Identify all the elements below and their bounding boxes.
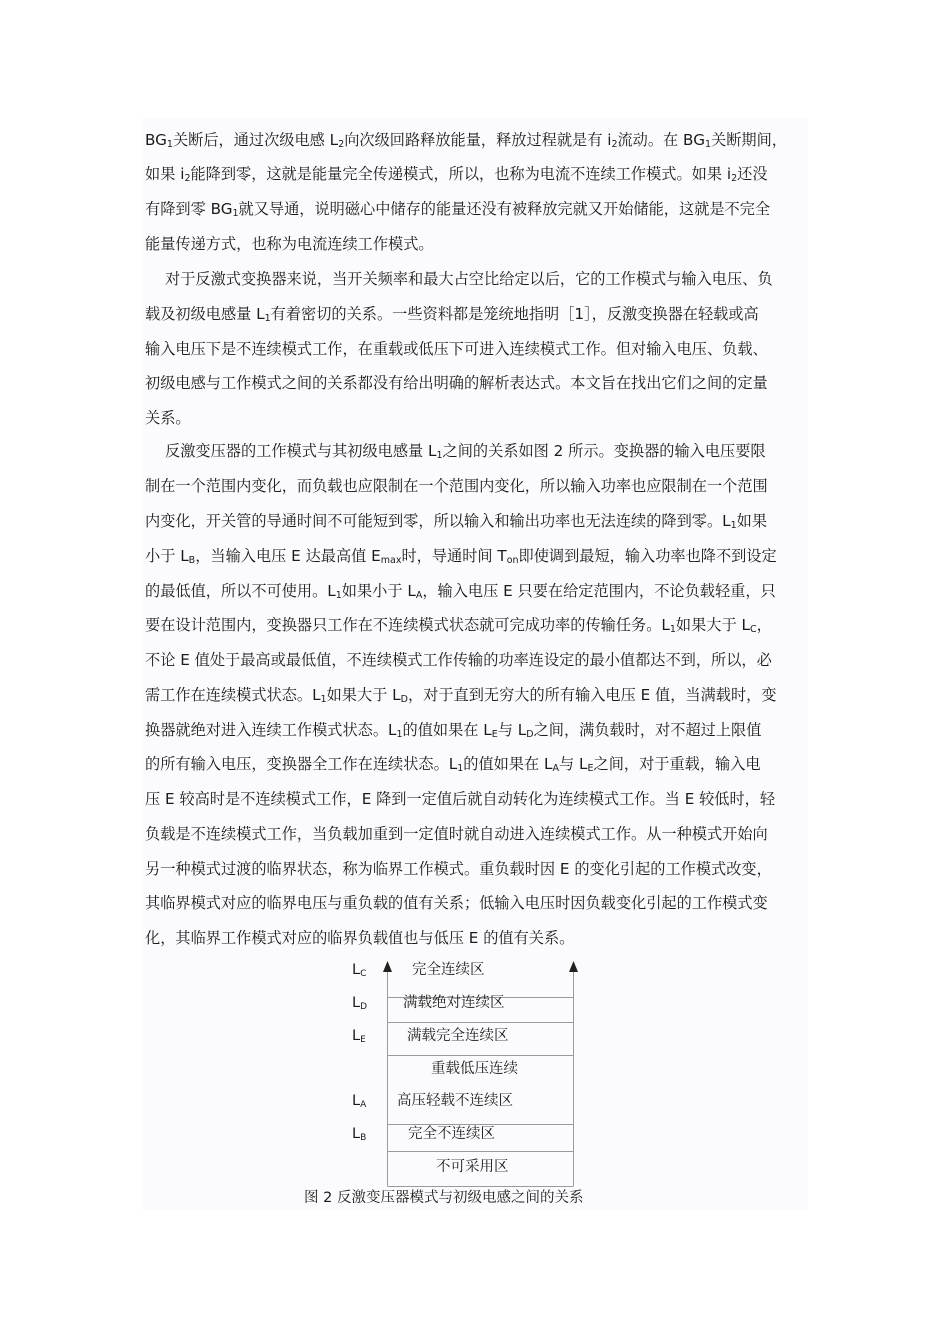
text-line: 如果 $i_2$能降到零，这就是能量完全传递模式，所以，也称为电流不连续工作模式。如果 $i_2$还没 [145, 165, 768, 184]
text-line: 不论 E 值处于最高或最低值，不连续模式工作传输的功率连设定的最小值都达不到，所以，必 [145, 651, 772, 669]
axis-label-le: $L_E$ [352, 1028, 366, 1045]
axis-label-lc: $L_C$ [352, 962, 367, 979]
text-line: 反激变压器的工作模式与其初级电感量 $L_1$之间的关系如图 2 所示。变换器的输入电压要限 [165, 442, 766, 461]
text-line: 另一种模式过渡的临界状态，称为临界工作模式。重负载时因 E 的变化引起的工作模式改变， [145, 860, 772, 878]
text-line: 小于 $L_B$，当输入电压 E 达最高值 $E_{max}$时，导通时间 $T_{on}$即使调到最短，输入功率也降不到设定 [145, 547, 777, 566]
text-line: 有降到零 $BG_1$就又导通，说明磁心中储存的能量还没有被释放完就又开始储能，这就是不完全 [145, 200, 771, 219]
text-line: 载及初级电感量 $L_1$有着密切的关系。一些资料都是笼统地指明［1］，反激变换器在轻载或高 [145, 305, 759, 324]
text-line: 对于反激式变换器来说，当开关频率和最大占空比给定以后，它的工作模式与输入电压、负 [165, 270, 773, 288]
region-label: 高压轻载不连续区 [397, 1093, 513, 1109]
text-line: 关系。 [145, 409, 191, 427]
text-line: 负载是不连续模式工作，当负载加重到一定值时就自动进入连续模式工作。从一种模式开始向 [145, 825, 768, 843]
figure-caption: 图 2 反激变压器模式与初级电感之间的关系 [304, 1190, 584, 1206]
text-line: 其临界模式对应的临界电压与重负载的值有关系；低输入电压时因负载变化引起的工作模式变 [145, 894, 768, 912]
text-line: 初级电感与工作模式之间的关系都没有给出明确的解析表达式。本文旨在找出它们之间的定量 [145, 374, 768, 392]
text-line: 制在一个范围内变化，而负载也应限制在一个范围内变化，所以输入功率也应限制在一个范围 [145, 477, 768, 495]
axis-label-lb: $L_B$ [352, 1126, 367, 1143]
region-label: 满载完全连续区 [407, 1028, 509, 1044]
text-line: 压 E 较高时是不连续模式工作，E 降到一定值后就自动转化为连续模式工作。当 E 较低时，轻 [145, 790, 776, 808]
text-line: 的最低值，所以不可使用。$L_1$如果小于 $L_A$，输入电压 E 只要在给定范围内，不论负载轻重，只 [145, 582, 776, 601]
text-line: 需工作在连续模式状态。$L_1$如果大于 $L_D$，对于直到无穷大的所有输入电压 E 值，当满载时，变 [145, 686, 777, 705]
text-line: 要在设计范围内，变换器只工作在不连续模式状态就可完成功率的传输任务。$L_1$如果大于 $L_C$， [145, 616, 772, 635]
text-line: $BG_1$关断后，通过次级电感 $L_2$向次级回路释放能量，释放过程就是有 $i_2$流动。在 $BG_1$关断期间， [145, 131, 787, 150]
axis-label-la: $L_A$ [352, 1093, 367, 1110]
text-line: 化，其临界工作模式对应的临界负载值也与低压 E 的值有关系。 [145, 929, 575, 947]
text-line: 换器就绝对进入连续工作模式状态。$L_1$的值如果在 $L_E$与 $L_D$之间，满负载时，对不超过上限值 [145, 721, 762, 740]
region-label: 不可采用区 [436, 1159, 509, 1175]
axis-label-ld: $L_D$ [352, 995, 368, 1012]
text-line: 能量传递方式，也称为电流连续工作模式。 [145, 235, 434, 253]
text-line: 输入电压下是不连续模式工作，在重载或低压下可进入连续模式工作。但对输入电压、负载、 [145, 340, 768, 358]
region-label: 满载绝对连续区 [403, 995, 505, 1011]
text-line: 内变化，开关管的导通时间不可能短到零，所以输入和输出功率也无法连续的降到零。$L_1$如果 [145, 512, 768, 531]
text-line: 的所有输入电压，变换器全工作在连续状态。$L_1$的值如果在 $L_A$与 $L_E$之间，对于重载，输入电 [145, 755, 761, 774]
region-label: 完全连续区 [412, 962, 485, 978]
region-label: 重载低压连续 [431, 1061, 518, 1077]
region-label: 完全不连续区 [408, 1126, 495, 1142]
